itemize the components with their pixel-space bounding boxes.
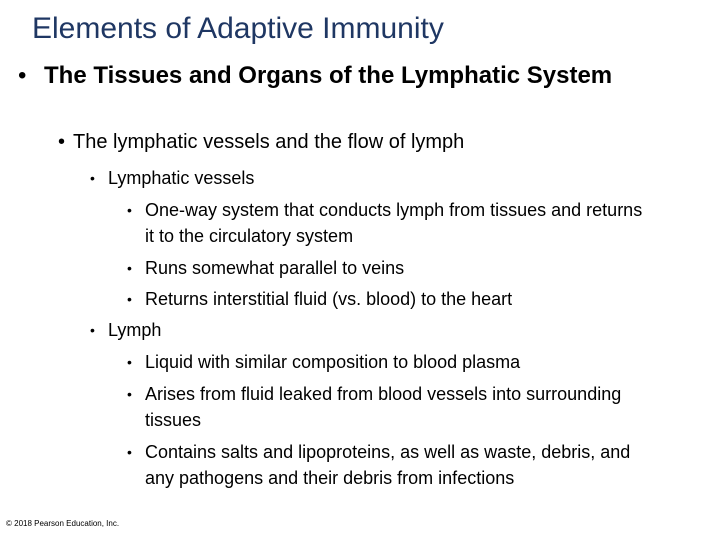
bullet-icon: • (127, 444, 132, 460)
bullet-text: Lymphatic vessels (108, 168, 255, 188)
copyright-footer: © 2018 Pearson Education, Inc. (6, 519, 120, 528)
bullet-level4 (127, 381, 647, 433)
bullet-icon: • (18, 62, 27, 89)
bullet-text: Returns interstitial fluid (vs. blood) to the heart (145, 289, 513, 309)
bullet-text: Runs somewhat parallel to veins (145, 258, 405, 278)
bullet-icon: • (127, 354, 132, 370)
bullet-text: Contains salts and lipoproteins, as well as waste, debris, and any pathogens and their debris from infections (145, 442, 631, 488)
bullet-level3 (90, 317, 650, 343)
bullet-icon: • (127, 291, 132, 307)
bullet-level4 (127, 349, 647, 375)
bullet-icon: • (90, 170, 95, 186)
bullet-text: One-way system that conducts lymph from tissues and returns it to the circulatory system (145, 200, 643, 246)
slide-title: Elements of Adaptive Immunity (32, 12, 444, 45)
bullet-text: Lymph (108, 320, 162, 340)
bullet-text: Arises from fluid leaked from blood vessels into surrounding tissues (145, 384, 622, 430)
bullet-level4 (127, 255, 647, 281)
bullet-level2-text: The lymphatic vessels and the flow of lymph (73, 131, 465, 153)
bullet-level3 (90, 165, 650, 191)
bullet-icon: • (127, 386, 132, 402)
bullet-icon: • (127, 260, 132, 276)
bullet-text: Liquid with similar composition to blood plasma (145, 352, 521, 372)
bullet-level1-text: The Tissues and Organs of the Lymphatic System (44, 62, 613, 89)
bullet-icon: • (58, 131, 66, 153)
bullet-level1 (18, 60, 678, 91)
bullet-level2 (58, 131, 464, 154)
bullet-level4 (127, 197, 647, 249)
bullet-icon: • (127, 202, 132, 218)
bullet-level4 (127, 439, 647, 491)
bullet-icon: • (90, 322, 95, 338)
bullet-level4 (127, 286, 647, 312)
